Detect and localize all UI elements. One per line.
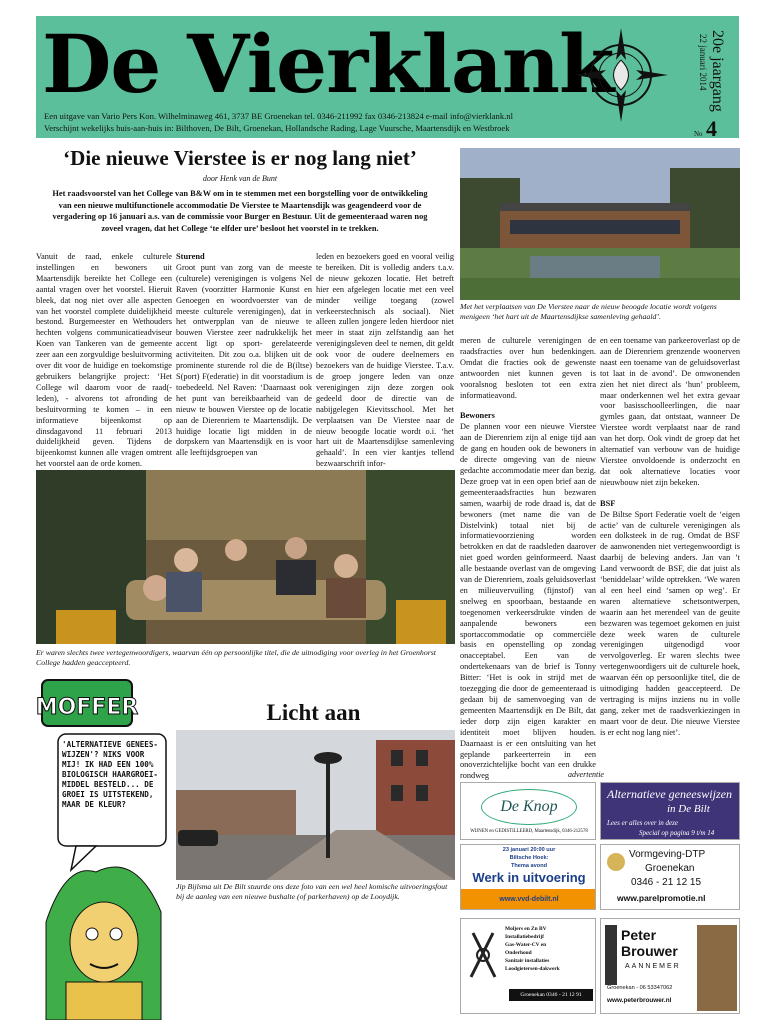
moffer-cartoon [36,672,171,1020]
subheading-sturend: Sturend [176,252,205,261]
ad2-title: Alternatieve geneeswijzen [607,787,732,801]
newspaper-title: De Vierklank [42,17,614,111]
volume-year: 20e jaargang [709,30,726,112]
bus-stop-caption: Jip Bijlsma uit De Bilt stuurde ons deze foto van een wel heel komische uitvoeringsfout bij de aanleg van een nieuwe bushalte (of parkerhaven) op de Looydijk. [176,882,448,901]
ad2-sub2: Special op pagina 9 t/m 14 [639,829,715,837]
publisher-info: Een uitgave van Vario Pers Kon. Wilhelminaweg 461, 3737 BE Groenekan tel. 0346-211992 fax 0346-213824 e-mail info@vierklank.nl [44,111,513,121]
ad4-line2: Groenekan [645,863,695,874]
article-column-5-text: en een toename van parkeeroverlast op de aan de Dierenriem grenzende woonerven naast een toename van de geluidsoverlast tot laat in de avond’. De omwonenden zien het niet direct als ‘hun’ probleem, maar onderkennen wel het extra gevaar voor basisschoolleerlingen, die naar gymles gaan, dat ontstaat, wanneer De Vierstee wordt verplaatst naar de rand van het dorp. Ook vindt de groep dat het alternatief van verbouw van de huidige Vierstee onvoldoende is onderzocht en dat ook alternatieve locaties voor nieuwbouw niet zijn bekeken. [600,336,740,487]
distribution-info: Verschijnt wekelijks huis-aan-huis in: Bilthoven, De Bilt, Groenekan, Hollandsche Rading, Lage Vuursche, Maartensdijk en Westbroek [44,123,510,133]
building-photo-caption: Met het verplaatsen van De Vierstee naar de nieuw beoogde locatie wordt volgens menigeen ‘het hart uit de Maartensdijkse samenleving gehaald’. [460,302,717,321]
ad-de-knop-text: WIJNEN en GEDISTILLEERD, Maartensdijk, 0346-212578 [470,829,588,834]
ad-parel-promotie[interactable] [600,844,740,910]
article-column-1: Vanuit de raad, enkele culturele instellingen en bewoners uit Maartensdijk bereikte het College een aantal vragen over het voorstel. Hieruit bleek, dat nog niet over alle aspecten van het voorstel complete duidelijkheid bestond. Burgemeester en Wethouders hechten volgens communicatieadviseur Koen van Tankeren van de gemeente zeer aan een zorgvuldige besluitvorming over dit voor de huidige en toekomstige gebruikers belangrijke project: ‘Het College wil daarom voor de raad(-leden), - alvorens tot afronding de besluitvorming te komen – in een informatieve bijeenkomst op dinsdagavond 11 februari 2013 duidelijkheid geven. Tijdens de bijeenkomst kunnen alle vragen omtrent het voorstel aan de orde komen. [36,252,172,469]
ad6-sub: AANNEMER [625,963,681,970]
ad-peter-brouwer[interactable] [600,918,740,1014]
meeting-photo [36,470,455,644]
article-column-5 [600,336,740,739]
ad5-text [505,925,560,973]
ad3-line3: Thema avond [510,863,548,869]
wood-texture-image [697,925,737,1011]
ad-vvd-werk-in-uitvoering[interactable] [460,844,596,910]
advertisement-label: advertentie [568,770,604,779]
article-column-3: leden en bezoekers goed en vooral veilig te bereiken. Dit is volledig anders t.a.v. de nieuw gekozen locatie. Het betreft hier een afgelegen locatie met een veel minder veilige toegang (zowel verkeerstechnisch als sociaal). Niet alleen zullen jongere leden hierdoor niet meer in staat zijn zelfstandig aan het verenigingsleven deel te nemen, dit geldt ook voor de oudere deelnemers en bezoekers van de huidige Vierstee. T.a.v. de groep jongere leden van onze verenigingen zijn deze zorgen ook gedeeld door de directie van de nabijgelegen Kievitsschool. Met het verplaatsen van De Vierstee naar de nieuw beoogde locatie wordt o.i. ‘het hart uit de Maartensdijkse samenleving gehaald’. In een vier kantjes tellend bezwaarschrift infor- [316,252,454,469]
masthead [36,16,739,141]
ad5-l2: Gas-Water-CV en [505,942,547,948]
ad-moljers[interactable] [460,918,596,1014]
cartoon-title: MOFFER [36,695,139,720]
article-headline: ‘Die nieuwe Vierstee is er nog lang niet’ [63,146,417,170]
pearl-icon [607,853,625,871]
ad4-phone: 0346 - 21 12 15 [631,877,702,888]
ad4-url: www.parelpromotie.nl [617,893,706,903]
ad6-name1: Peter [621,927,657,943]
ad3-main: Werk in uitvoering [472,870,586,885]
ad5-name: Moljers en Zn BV [505,926,547,932]
bus-stop-photo [176,730,455,880]
cartoon-speech-bubble: 'ALTERNATIEVE GENEES-WIJZEN'? NIKS VOOR MIJ! IK HAD EEN 100% BIOLOGISCH HAARGROEI-MIDDEL BESTELD... DE GROEI IS UITSTEKEND, MAAR DE KLEUR? [62,740,159,809]
vierstee-building-photo [460,148,740,300]
ad6-name2: Brouwer [621,943,678,959]
article-column-4 [460,336,596,782]
ad6-url: www.peterbrouwer.nl [607,997,672,1004]
ad6-phone: Groenekan - 06 53347062 [607,985,673,991]
meeting-photo-caption: Er waren slechts twee vertegenwoordigers, waarvan één op persoonlijke titel, die de uitnodiging voor overleg in het Groenhorst College hadden geaccepteerd. [36,648,436,667]
ad5-l3: Onderhoud [505,950,532,956]
subheading-bsf: BSF [600,498,616,508]
ad5-l5: Loodgietersen-dakwerk [505,966,560,972]
article-column-5b-text: De Biltse Sport Federatie voelt de ‘eigen actie’ van de culturele verenigingen als een dolksteek in de rug. Omdat de BSF de aanwonenden niet vertegenwoordigt is daarbij de beleving anders. Jan van ’t Land verwoordt de BSF, die dat juist als ‘beniddelaar’ wilde optrekken. ‘We waren al een heel eind ‘samen op weg’. Er waren alternatieve schetsontwerpen, waarin aan het merendeel van de geuite bezwaren was tegemoet gekomen en juist deze week waren de culturele verenigingen uitgenodigd voor vervolgoverleg. Er waren slechts twee vertegenwoordigers uit de culturele hoek, waarvan één op persoonlijke titel, die de uitnodiging hadden geaccepteerd. De vertraging is mijns inziens nu in volle gang, zeker met de raadsverkiezingen in maart voor de deur. Die nieuwe Vierstee is er echt nog lang niet’. [600,509,740,737]
ad5-l1: Installatiebedrijf [505,934,544,940]
article-column-2 [176,252,312,459]
issue-number: 4 [706,116,717,141]
article-lead: Het raadsvoorstel van het College van B&W om in te stemmen met een borgstelling voor de ontwikkeling van een nieuwe multifunctionele accommodatie De Vierstee te Maartensdijk was geagendeerd voor de vergadering op 16 januari a.s. van de commissie voor Burger en Bestuur. Uit de gemeenteraad waren nog zoveel vragen, dat het College ‘te elfder ure’ besloot het voorstel in te trekken. [52,189,428,233]
article-column-4b-text: De plannen voor een nieuwe Vierstee aan de Dierenriem zijn al enige tijd aan de gang en houden ook de bewoners in de directe omgeving van de nieuw gedachte accommodatie meer dan bezig. Deze groep vat in een open brief aan de gemeenteraadsfracties hun bezwaren samen, waarbij de rode draad is, dat de bewoners (met name die van de Distelvink) totaal niet bij de informatievoorziening worden betrokken en dat de raadsleden daarover niet goed worden geïnformeerd. Naast alle bestaande overlast van de omgeving van de Dierenriem, zoals geluidsoverlast en milieuvervuiling (fijnstof) van snelweg en spoorbaan, bestaande en toegenomen verkeersdrukte vinden de aanpalende bewoners een sportaccommodatie op commerciële basis en openstelling op zondag onacceptabel. Een van de ondertekenaars van de brief is Tonny Bitter: ‘Het is ook in strijd met de toezegging die door de gemeenteraad is gedaan bij de samenvoeging van de gemeenten Maartensdijk en De Bilt, dat ieder dorp zijn eigen karakter en identiteit moet blijven houden. Daarnaast is er een ontsluiting van het geplande parkeerterrein in een onoverzichtelijke bocht van een drukke rondweg [460,422,596,781]
compass-rose-logo [566,20,676,130]
ad5-l4: Sanitair installaties [505,958,550,964]
ad4-line1: Vormgeving-DTP [629,849,706,860]
issue-no-label: No [694,130,703,138]
issue-info [690,26,736,141]
ad5-phone: Groenekan 0346 - 21 12 91 [509,989,593,1001]
article-column-4-text: meren de culturele verenigingen de raadsfracties over hun bedenkingen. Omdat die fracties ook de gewenste antwoorden niet kunnen geven is vooralsnog besloten tot een extra informatieavond. [460,336,596,400]
issue-date: 22 januari 2014 [698,34,708,91]
ad-de-knop[interactable] [460,782,596,840]
article-byline: door Henk van de Bunt [202,174,278,183]
article-column-2-text: Groot punt van zorg van de meeste (culturele) verenigingen is volgens Nel Raven (voorzitter Harmonie Kunst en Genoegen en woordvoerster van de meeste culturele verenigingen), dat in het ontwerpplan van de nieuwe te bouwen Vierstee zeer nadrukkelijk het accent ligt op sport- gerelateerde activiteiten. Dit zou o.a. blijken uit de prominente sturende rol die de B(iltse) S(port) F(ederatie) in dit voorstadium is toebedeeld. Nel Raven: ‘Daarnaast ook het punt van bereikbaarheid van de nieuw te bouwen Vierstee op de locatie aan de Dierenriem te Maartensdijk. De huidige locatie ligt midden in de dorpskern van Maartensdijk en is voor alle leeftijdsgroepen van [176,262,312,458]
brouwer-logo-icon [605,925,617,985]
subheading-bewoners: Bewoners [460,411,495,421]
ad-alternatieve-geneeswijzen[interactable] [600,782,740,840]
licht-aan-headline: Licht aan [266,700,361,725]
ad3-line2: Biltsche Hoek: [509,855,549,861]
ad2-sub: Lees er alles over in deze [607,819,678,827]
ad3-url: www.vvd-debilt.nl [461,889,596,910]
ad-de-knop-logo: De Knop [481,789,577,825]
ad3-line1: 23 januari 20:00 uur [502,847,556,853]
plumbing-tools-icon [465,927,501,987]
ad2-place: in De Bilt [667,803,710,815]
